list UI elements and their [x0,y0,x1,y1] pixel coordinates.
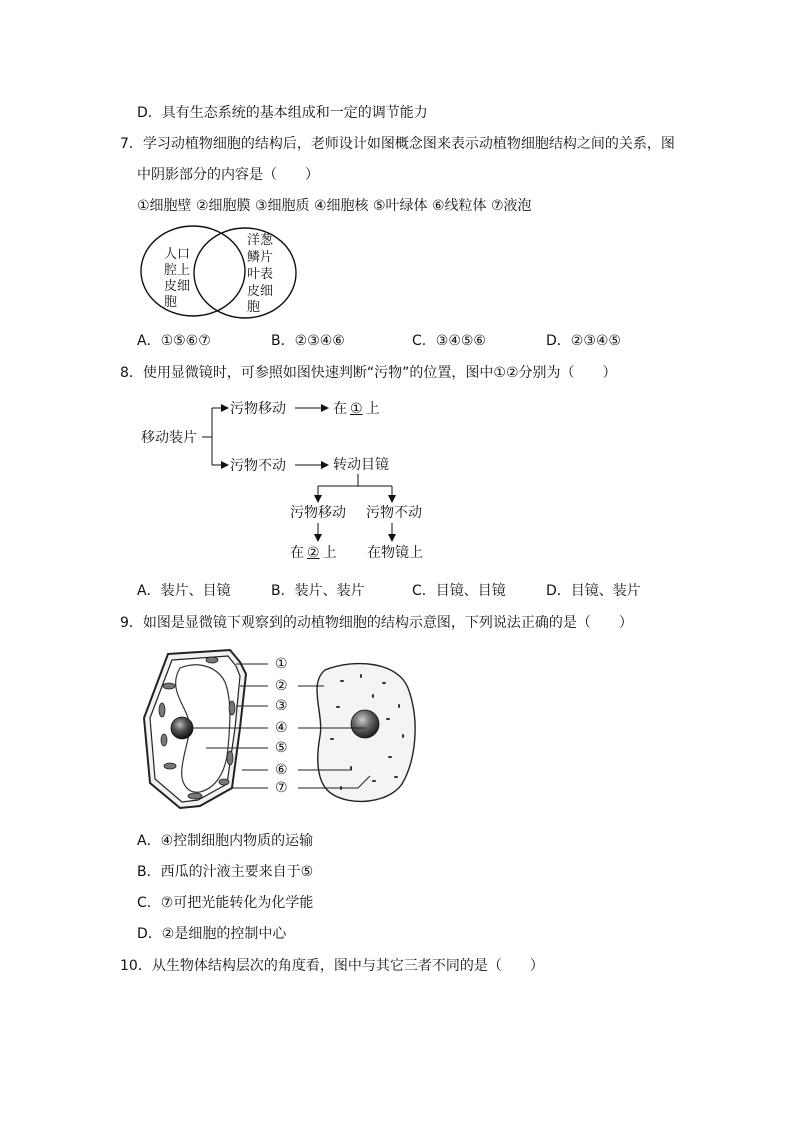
label-1: ① [275,656,288,672]
q7-option-b[interactable]: B．②③④⑥ [271,333,345,349]
plant-cell [144,650,246,808]
flow-start: 移动装片 [141,430,197,446]
q7-option-c[interactable]: C．③④⑤⑥ [412,333,486,349]
flow-sub-left: 污物移动 [290,505,346,521]
venn-left-line1: 人口 [164,247,191,262]
flow-sub-right: 污物不动 [366,505,422,521]
q8-option-d[interactable]: D．目镜、装片 [546,583,641,599]
flow-branch-bottom: 污物不动 [230,458,286,474]
flow-branch-top: 污物移动 [230,401,286,417]
q7-items: ①细胞壁 ②细胞膜 ③细胞质 ④细胞核 ⑤叶绿体 ⑥线粒体 ⑦液泡 [137,198,532,214]
q9-option-d[interactable]: D．②是细胞的控制中心 [137,926,287,942]
q9-option-a[interactable]: A．④控制细胞内物质的运输 [137,833,314,849]
flow-result-left: 在 ② 上 [290,545,337,561]
blank-2: ② [307,545,320,561]
q8-stem: 8．使用显微镜时，可参照如图快速判断“污物”的位置，图中①②分别为（ ） [120,365,617,381]
venn-left-circle [141,226,245,316]
q10-stem: 10．从生物体结构层次的角度看，图中与其它三者不同的是（ ） [120,958,544,974]
q7-option-d[interactable]: D．②③④⑤ [546,333,621,349]
venn-right-line2: 鳞片 [247,250,274,265]
label-3: ③ [275,698,288,714]
venn-left-line3: 皮细 [164,279,191,294]
flow-result-right: 在物镜上 [367,545,423,561]
venn-right-line1: 洋葱 [247,233,274,248]
venn-right-line3: 叶表 [247,267,274,282]
label-4: ④ [275,720,288,736]
q8-option-a[interactable]: A．装片、目镜 [137,583,231,599]
flow-rotate: 转动目镜 [333,457,389,473]
venn-left-line2: 腔上 [164,263,191,278]
flow-result-top: 在 ① 上 [333,401,380,417]
q9-option-c[interactable]: C．⑦可把光能转化为化学能 [137,895,314,911]
venn-right-line5: 胞 [247,300,261,315]
q9-stem: 9．如图是显微镜下观察到的动植物细胞的结构示意图，下列说法正确的是（ ） [120,615,633,631]
label-2: ② [275,678,288,694]
flowchart-lines [140,398,440,568]
q9-option-b[interactable]: B．西瓜的汁液主要来自于⑤ [137,864,314,880]
blank-1: ① [350,401,363,417]
q7-stem-line1: 7．学习动植物细胞的结构后，老师设计如图概念图来表示动植物细胞结构之间的关系，图 [120,136,675,152]
venn-right-line4: 皮细 [247,284,274,299]
q8-option-c[interactable]: C．目镜、目镜 [412,583,506,599]
label-7: ⑦ [275,780,288,796]
label-6: ⑥ [275,762,288,778]
q8-option-b[interactable]: B．装片、装片 [271,583,365,599]
q7-stem-line2: 中阴影部分的内容是（ ） [137,167,319,183]
label-5: ⑤ [275,740,288,756]
q7-option-a[interactable]: A．①⑤⑥⑦ [137,333,211,349]
venn-left-line4: 胞 [164,295,178,310]
animal-cell [317,664,415,802]
q6-option-d: D．具有生态系统的基本组成和一定的调节能力 [137,105,428,121]
